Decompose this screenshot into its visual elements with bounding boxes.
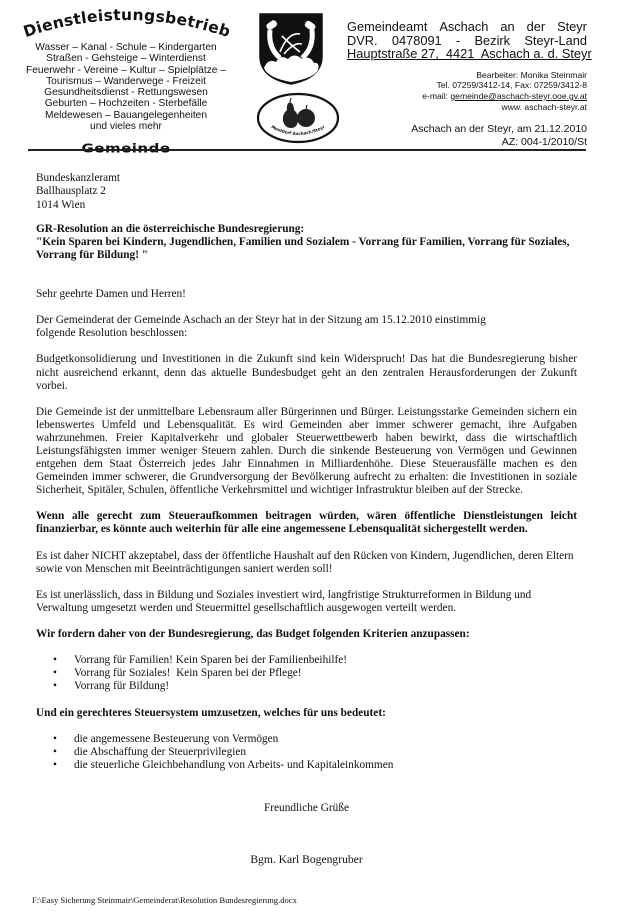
paragraph-not-acceptable: Es ist daher NICHT akzeptabel, dass der öffentliche Haushalt auf den Rücken von Kindern, Jugendlichen, deren Eltern sowie von Menschen mit Beeinträchtigungen saniert werden soll! (36, 549, 574, 575)
service-line: Geburten – Hochzeiten - Sterbefälle (44, 98, 208, 110)
office-name-line (347, 20, 587, 34)
services-list (10, 42, 242, 132)
header-divider (28, 149, 586, 151)
district-word: Bezirk (474, 32, 511, 48)
office-word: Steyr (557, 19, 587, 34)
dvr-number: 0478091 (391, 32, 442, 48)
subject-title: "Kein Sparen bei Kindern, Jugendlichen, Familien und Sozialem - Vorrang für Familien, Vorrang für Soziales, Vorrang für Bildung! " (36, 235, 570, 262)
demands-list (36, 654, 577, 694)
office-address: Hauptstraße 27, 4421 Aschach a. d. Steyr (347, 46, 592, 62)
intro-paragraph: Der Gemeinderat der Gemeinde Aschach an der Steyr hat in der Sitzung am 15.12.2010 einstimmig folgende Resolution beschlossen: (36, 314, 486, 340)
service-line: Tourismus – Wanderwege - Freizeit (46, 75, 206, 87)
salutation: Sehr geehrte Damen und Herren! (36, 288, 186, 301)
place-date: Aschach an der Steyr, am 21.12.2010 (411, 123, 587, 136)
svg-text:Mostdorf Aschach/Steyr: Mostdorf Aschach/Steyr (270, 124, 326, 137)
email-line (347, 91, 587, 102)
list-item: • die steuerliche Gleichbehandlung von Arbeits- und Kapitaleinkommen (36, 759, 577, 772)
letter-body (36, 172, 577, 867)
coat-of-arms-icon (258, 12, 324, 86)
email-label: e-mail: (422, 90, 451, 101)
reference-number: AZ: 004-1/2010/St (501, 135, 587, 148)
tax-system-list (36, 733, 577, 773)
office-word: an (500, 19, 515, 34)
closing-greeting: Freundliche Grüße (263, 802, 349, 815)
service-line: Meldewesen – Bauangelegenheiten (45, 109, 207, 121)
file-path-footer: F:\Easy Sicherung Steinmair\Gemeinderat\Resolution Bundesregierung.docx (32, 895, 297, 905)
office-word: der (526, 19, 546, 34)
service-line: Straßen - Gehsteige – Winterdienst (46, 53, 206, 65)
letterhead-right-block (347, 19, 592, 148)
subject-line: GR-Resolution an die österreichische Bundesregierung: (36, 222, 305, 235)
date-reference-block (347, 123, 587, 148)
list-item: • Vorrang für Familien! Kein Sparen bei der Familienbeihilfe! (36, 654, 577, 667)
signatory-name: Bgm. Karl Bogengruber (250, 853, 363, 867)
service-line: und vieles mehr (90, 121, 162, 133)
office-word: Gemeindeamt (347, 19, 428, 34)
phone-fax: Tel. 07259/3412-14, Fax: 07259/3412-8 (436, 80, 587, 91)
arc-title-dienstleistungsbetrieb (10, 4, 242, 44)
letterhead-left-block (10, 4, 242, 157)
list-item: • die Abschaffung der Steuerprivilegien (36, 746, 577, 759)
recipient-address (36, 172, 577, 212)
dvr-dash: - (455, 32, 461, 48)
service-line: Gesundheitsdienst - Rettungswesen (44, 87, 208, 99)
tax-system-heading: Und ein gerechteres Steuersystem umzusetzen, welches für uns bedeutet: (36, 706, 386, 719)
email-link[interactable]: gemeinde@aschach-steyr.ooe.gv.at (450, 90, 587, 101)
service-line: Wasser – Kanal - Schule – Kindergarten (35, 42, 217, 53)
demands-heading: Wir fordern daher von der Bundesregierung, das Budget folgenden Kriterien anzupassen: (36, 627, 470, 640)
recipient-line: Ballhausplatz 2 (36, 185, 106, 198)
website[interactable]: www. aschach-steyr.at (501, 101, 587, 112)
recipient-line: Bundeskanzleramt (36, 172, 121, 184)
office-word: Aschach (439, 19, 489, 34)
paragraph-education-social: Es ist unerlässlich, dass in Bildung und Soziales investiert wird, langfristige Strukturreformen in Bildung und Verwaltung umgesetzt werden und Steuermittel gesellschaftlich ausgewogen verteilt werden. (36, 588, 532, 614)
paragraph-municipality: Die Gemeinde ist der unmittelbare Lebensraum aller Bürgerinnen und Bürger. Leistungsstarke Gemeinden sichern ein lebenswertes Umfeld und Lebensqualität. Es wird Gemeinden aber immer schwerer gemacht, ihre Aufgaben wahrzunehmen. Freier Kapitalverkehr und globaler Steuerwettbewerb haben bewirkt, dass die wirtschaftlich Leistungsfähigsten immer weniger Steuern zahlen. Durch die sinkende Besteuerung von Vermögen und Gewinnen entgehen dem Staat Österreich jedes Jahr Einnahmen in Milliardenhöhe. Diese Steuerausfälle machen es den Gemeinden immer schwerer, die Grundversorgung der Bevölkerung aufrecht zu erhalten: die Investitionen in soziale Sicherheit, Spitäler, Schulen, öffentliche Verkehrsmittel und wichtiger Infrastruktur bleiben auf der Strecke. (36, 405, 577, 497)
paragraph-budget: Budgetkonsolidierung und Investitionen in die Zukunft sind kein Widerspruch! Das hat die Bundesregierung bisher nicht ausreichend erkannt, denn das aktuelle Bundesbudget geht an den zentralen Herausforderungen der Zukunft vorbei. (36, 353, 577, 392)
district-name: Steyr-Land (524, 32, 587, 48)
service-line: Feuerwehr - Vereine – Kultur – Spielplätze – (26, 64, 226, 76)
paragraph-fair-taxation: Wenn alle gerecht zum Steueraufkommen beitragen würden, wären öffentliche Dienstleistungen leicht finanzierbar, es könnte auch weiterhin für alle eine angemessene Lebensqualität sichergestellt werden. (36, 510, 577, 536)
list-item: • Vorrang für Bildung! (36, 680, 577, 693)
dvr-word: DVR. (347, 32, 378, 48)
list-item: • Vorrang für Soziales! Kein Sparen bei der Pflege! (36, 667, 577, 680)
recipient-line: 1014 Wien (36, 198, 86, 211)
dvr-district-line (347, 34, 587, 48)
clerk-name: Bearbeiter: Monika Steinmair (476, 69, 587, 80)
list-item: • die angemessene Besteuerung von Vermögen (36, 733, 577, 746)
pear-apple-seal-icon (256, 92, 340, 144)
svg-text:Dienstleistungsbetrieb: Dienstleistungsbetrieb (21, 5, 233, 42)
